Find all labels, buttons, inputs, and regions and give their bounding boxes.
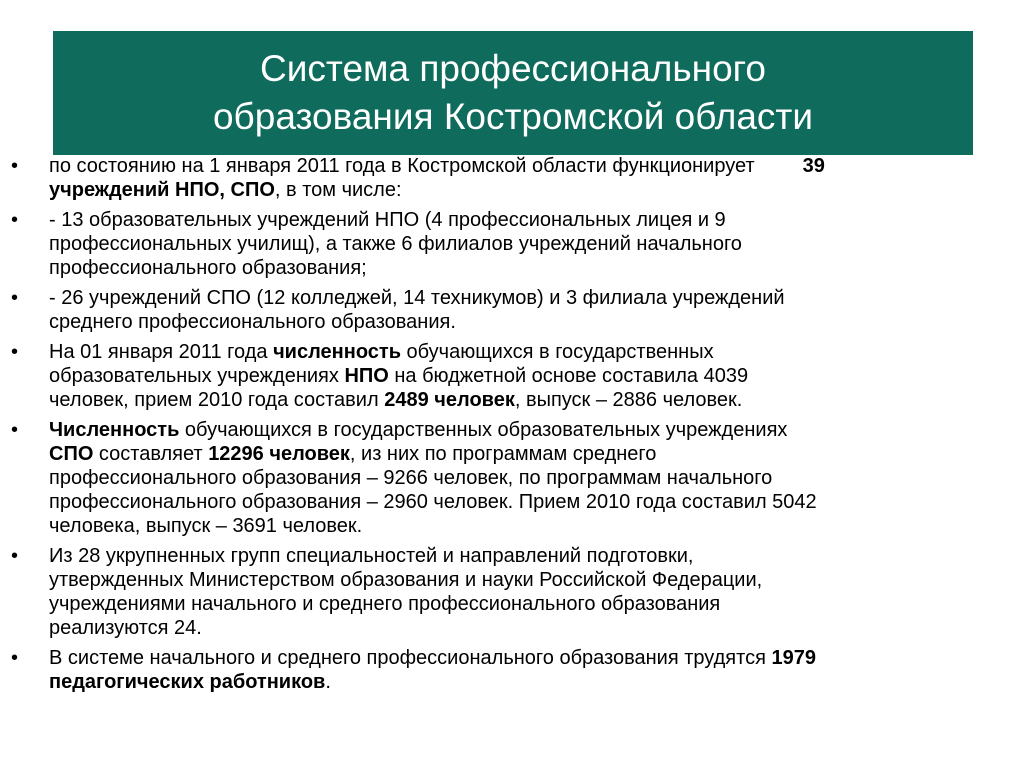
slide-title-line-1: Система профессионального <box>260 48 766 89</box>
text-segment: профессиональных училищ), а также 6 филиалов учреждений начального <box>49 233 742 255</box>
list-item <box>0 418 1024 538</box>
text-line <box>49 592 1024 616</box>
bullet-marker: • <box>11 419 19 441</box>
bold-text: 1979 <box>771 647 816 669</box>
bold-text: учреждений НПО, СПО <box>49 179 275 201</box>
text-segment: реализуются 24. <box>49 617 202 639</box>
bold-text: 39 <box>802 155 825 177</box>
text-line <box>49 418 1024 442</box>
text-segment: профессионального образования – 9266 человек, по программам начального <box>49 467 773 489</box>
text-line <box>49 208 1024 232</box>
text-line <box>49 646 1024 670</box>
text-line <box>49 364 1024 388</box>
text-segment: - 26 учреждений СПО (12 колледжей, 14 техникумов) и 3 филиала учреждений <box>49 287 785 309</box>
text-line <box>49 310 1024 334</box>
bullet-marker: • <box>11 545 19 567</box>
bold-text: Численность <box>49 419 180 441</box>
text-segment: профессионального образования; <box>49 257 367 279</box>
text-segment: человек, прием 2010 года составил <box>49 389 385 411</box>
bullet-list <box>0 154 1024 768</box>
text-segment: образовательных учреждениях <box>49 365 345 387</box>
text-line <box>49 256 1024 280</box>
text-segment: человека, выпуск – 3691 человек. <box>49 515 363 537</box>
text-segment: , из них по программам среднего <box>349 443 657 465</box>
text-segment: обучающихся в государственных <box>400 341 714 363</box>
text-line <box>49 178 1024 202</box>
list-item <box>0 208 1024 280</box>
text-segment: профессионального образования – 2960 человек. Прием 2010 года составил 5042 <box>49 491 817 513</box>
bullet-marker: • <box>11 341 19 363</box>
text-segment: , в том числе: <box>274 179 402 201</box>
list-item <box>0 646 1024 694</box>
text-line <box>49 232 1024 256</box>
text-segment: учреждениями начального и среднего профессионального образования <box>49 593 721 615</box>
text-segment: На 01 января 2011 года <box>49 341 274 363</box>
bullet-marker: • <box>11 209 19 231</box>
text-line <box>49 670 1024 694</box>
list-item <box>0 286 1024 334</box>
text-line <box>49 514 1024 538</box>
text-line <box>49 616 1024 640</box>
list-item <box>0 340 1024 412</box>
text-line <box>49 466 1024 490</box>
text-segment: составляет <box>93 443 209 465</box>
text-line <box>49 340 1024 364</box>
text-segment: на бюджетной основе составила 4039 <box>388 365 749 387</box>
list-item <box>0 544 1024 640</box>
list-item <box>0 154 1024 202</box>
text-segment: . <box>325 671 331 693</box>
slide-title-line-2: образования Костромской области <box>212 96 814 137</box>
text-segment: , выпуск – 2886 человек. <box>514 389 743 411</box>
text-line <box>49 286 1024 310</box>
bullet-marker: • <box>11 155 19 177</box>
text-line <box>49 490 1024 514</box>
bold-text: НПО <box>344 365 389 387</box>
bold-text: СПО <box>49 443 94 465</box>
text-segment: - 13 образовательных учреждений НПО (4 профессиональных лицея и 9 <box>49 209 726 231</box>
text-line <box>49 568 1024 592</box>
text-segment: В системе начального и среднего профессионального образования трудятся <box>49 647 772 669</box>
bold-text: численность <box>273 341 401 363</box>
bullet-marker: • <box>11 647 19 669</box>
text-line <box>49 544 1024 568</box>
text-segment: по состоянию на 1 января 2011 года в Костромской области функционирует <box>49 155 755 177</box>
bullet-marker: • <box>11 287 19 309</box>
bold-text: педагогических работников <box>49 671 326 693</box>
title-banner <box>53 31 973 155</box>
text-segment: среднего профессионального образования. <box>49 311 456 333</box>
bold-text: 12296 человек <box>208 443 350 465</box>
text-segment: обучающихся в государственных образовательных учреждениях <box>179 419 788 441</box>
bold-text: 2489 человек <box>384 389 515 411</box>
text-line <box>49 154 1024 178</box>
text-segment: утвержденных Министерством образования и науки Российской Федерации, <box>49 569 763 591</box>
text-line <box>49 442 1024 466</box>
text-line <box>49 388 1024 412</box>
text-segment: Из 28 укрупненных групп специальностей и направлений подготовки, <box>49 545 694 567</box>
